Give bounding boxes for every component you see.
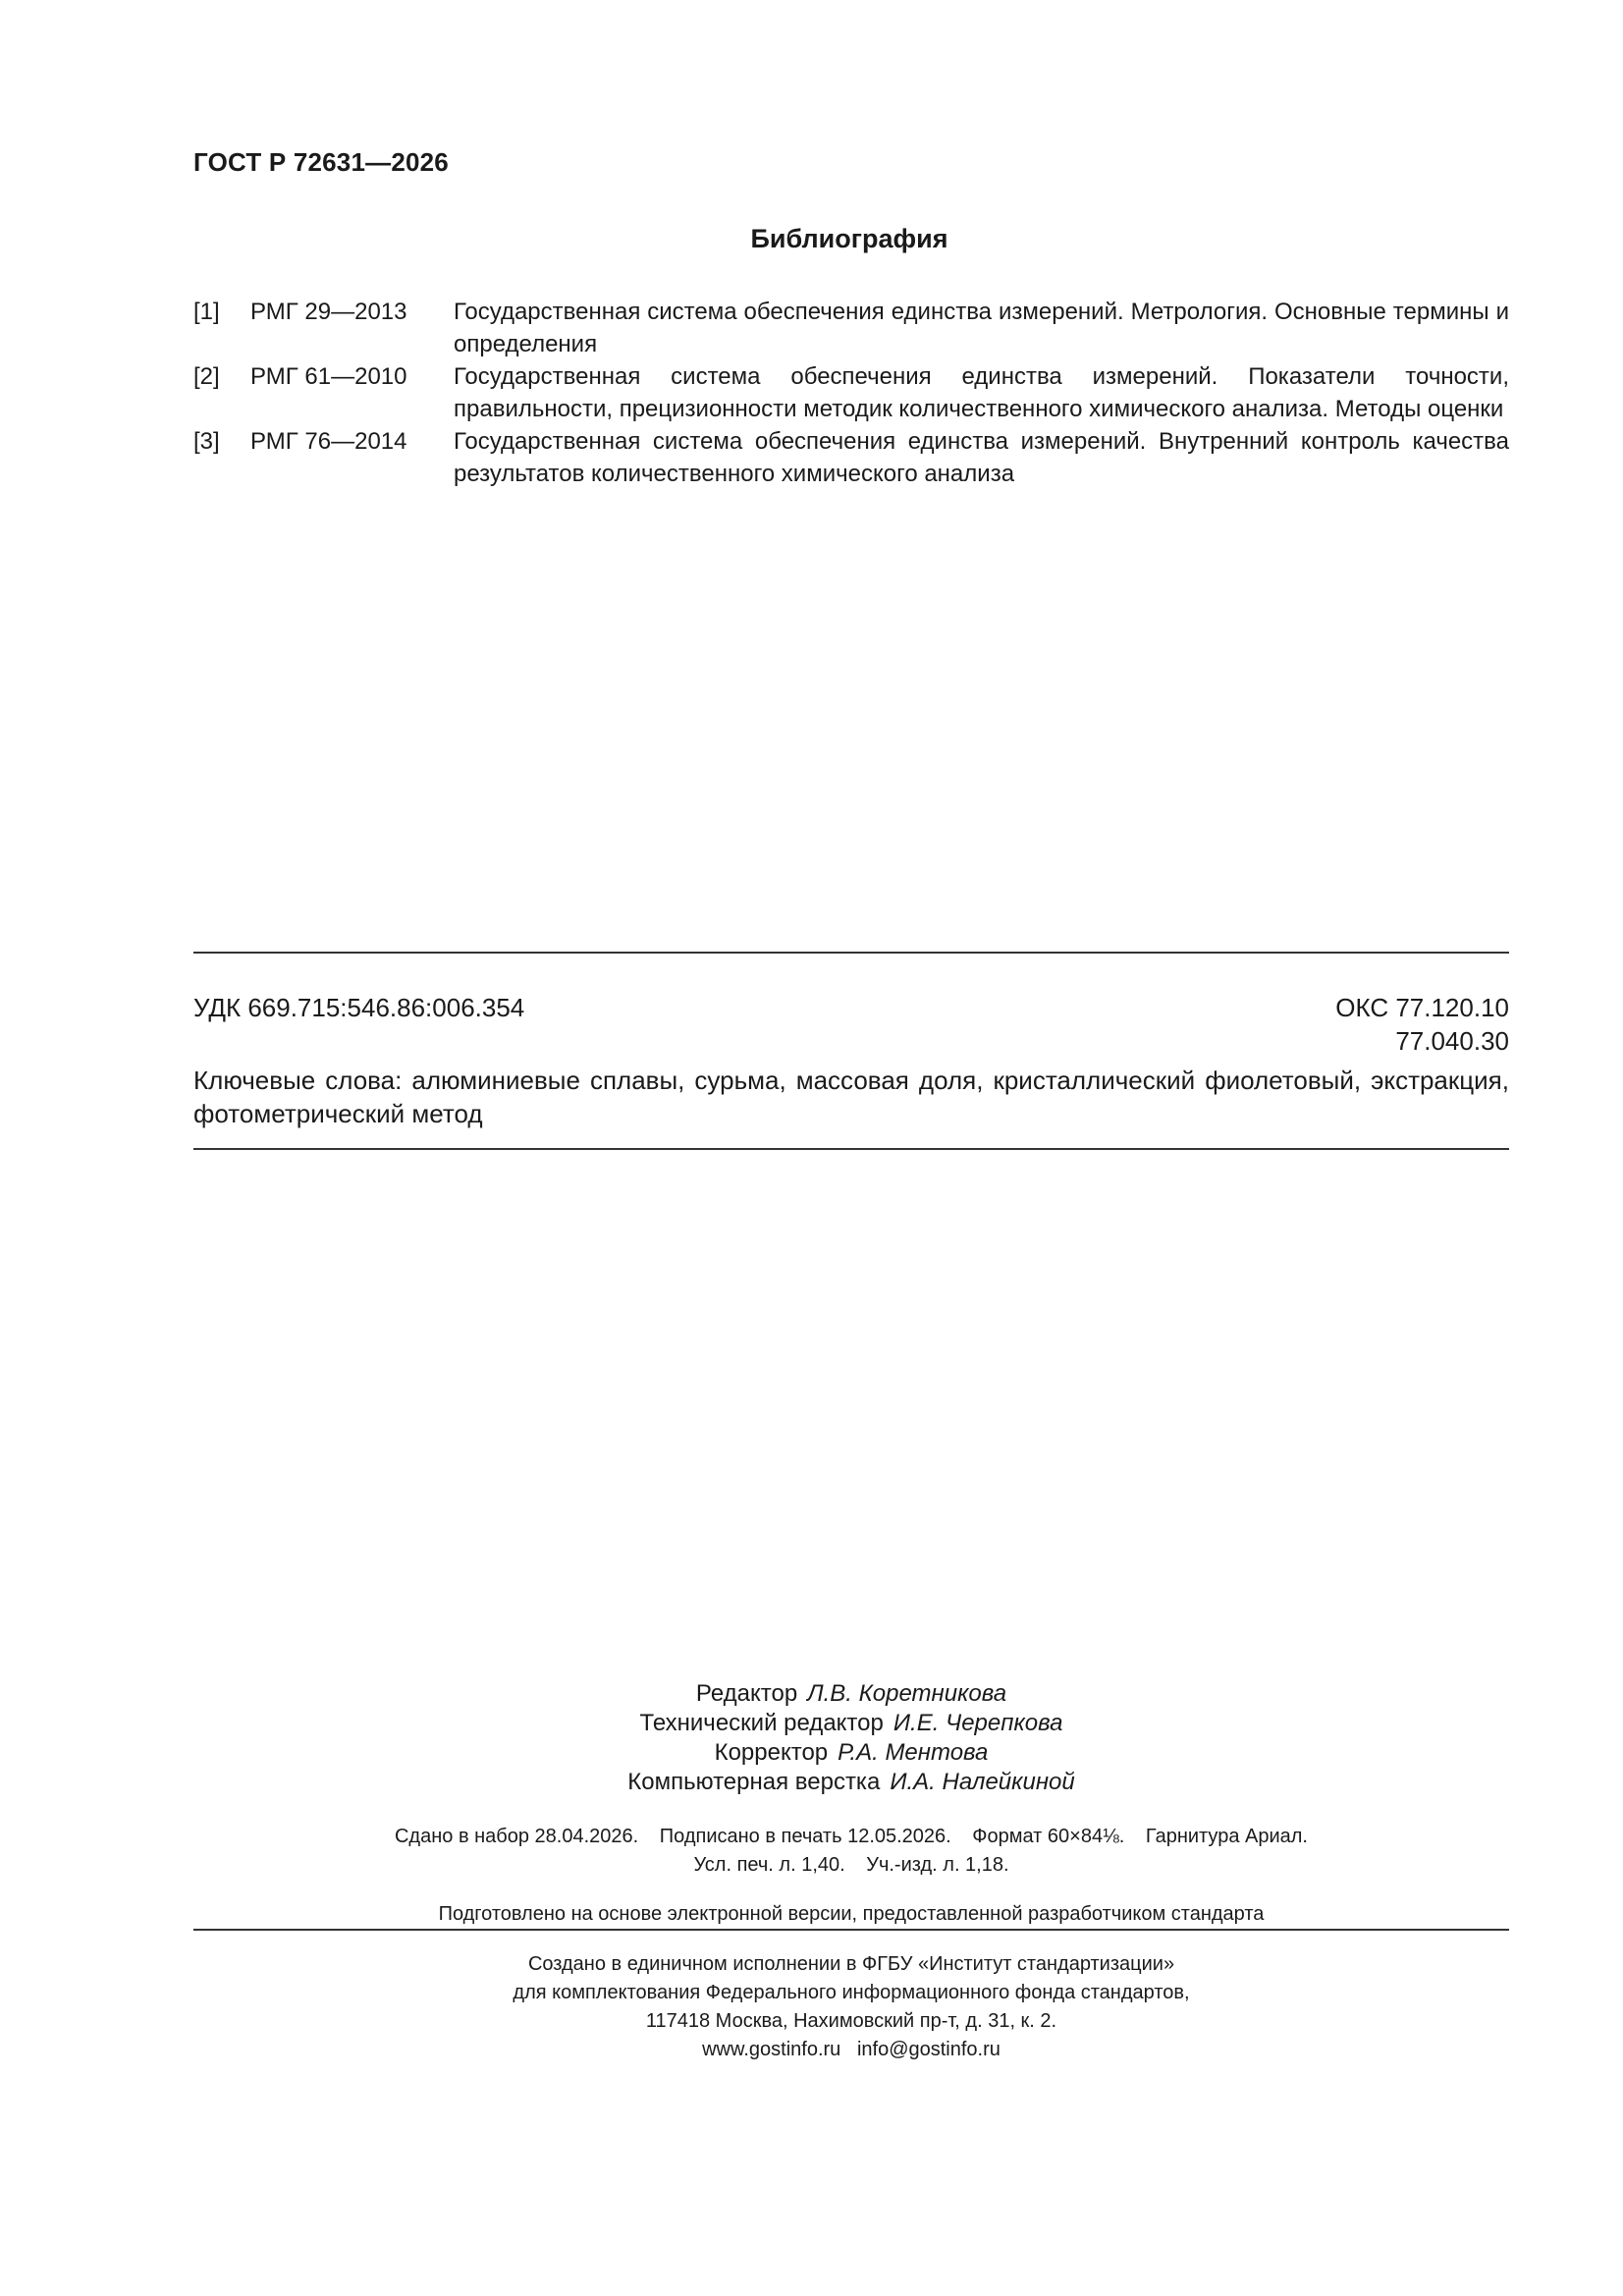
document-code: ГОСТ Р 72631—2026 (193, 147, 449, 177)
print-submitted: Сдано в набор 28.04.2026. (394, 1826, 639, 1847)
udk-code: УДК 669.715:546.86:006.354 (193, 993, 525, 1022)
print-signed: Подписано в печать 12.05.2026. (659, 1826, 951, 1847)
credit-name: И.А. Налейкиной (890, 1769, 1075, 1795)
credit-corrector (193, 1738, 1509, 1768)
print-uch: Уч.-изд. л. 1,18. (866, 1854, 1009, 1876)
bibliography-item-number: [2] (193, 363, 220, 390)
bibliography-item-text: Государственная система обеспечения единства измерений. Показатели точности, правильности, прецизионности методик количественного химического анализа. Методы оценки (454, 363, 1509, 422)
prepared-note: Подготовлено на основе электронной версии, предоставленной разработчиком стандарта (438, 1903, 1265, 1925)
credit-layout (193, 1768, 1509, 1797)
bibliography-item (193, 296, 1509, 360)
credit-editor (193, 1679, 1509, 1709)
divider-top (193, 952, 1509, 954)
credit-name: Р.А. Ментова (838, 1739, 989, 1766)
print-info (193, 1823, 1509, 1880)
print-usl: Усл. печ. л. 1,40. (693, 1854, 845, 1876)
credit-role: Технический редактор (639, 1710, 884, 1736)
print-format: Формат 60×84⅛. (972, 1826, 1125, 1847)
bibliography-item-number: [3] (193, 428, 220, 455)
credit-role: Компьютерная верстка (627, 1769, 881, 1795)
classification-row (193, 991, 1509, 1058)
bibliography-title: Библиография (750, 224, 948, 253)
footer-line-2: для комплектования Федерального информационного фонда стандартов, (513, 1982, 1190, 2003)
print-info-line-2 (193, 1851, 1509, 1880)
bibliography-item (193, 360, 1509, 425)
credit-tech-editor (193, 1709, 1509, 1738)
bibliography-item-code: РМГ 61—2010 (250, 363, 407, 390)
footer-address: 117418 Москва, Нахимовский пр-т, д. 31, к. 2. (645, 2010, 1057, 2032)
divider-bottom (193, 1148, 1509, 1150)
print-font: Гарнитура Ариал. (1145, 1826, 1308, 1847)
credit-name: И.Е. Черепкова (893, 1710, 1063, 1736)
bibliography-list (193, 296, 1509, 490)
bibliography-item-text: Государственная система обеспечения единства измерений. Внутренний контроль качества результатов количественного химического анализа (454, 428, 1509, 487)
bibliography-item-code: РМГ 29—2013 (250, 299, 407, 325)
oks-code-1: ОКС 77.120.10 (1335, 993, 1509, 1022)
bibliography-item-text: Государственная система обеспечения единства измерений. Метрология. Основные термины и определения (454, 299, 1509, 357)
footer-website-link[interactable]: www.gostinfo.ru (702, 2039, 841, 2060)
oks-code-2: 77.040.30 (1395, 1026, 1509, 1056)
footer-line-1: Создано в единичном исполнении в ФГБУ «Институт стандартизации» (527, 1953, 1175, 1975)
credit-role: Редактор (695, 1680, 798, 1707)
bibliography-item-number: [1] (193, 299, 220, 325)
publisher-footer (193, 1950, 1509, 2064)
footer-email-link[interactable]: info@gostinfo.ru (856, 2039, 1001, 2060)
credits-block (193, 1679, 1509, 1797)
print-info-line-1 (193, 1823, 1509, 1851)
credit-name: Л.В. Коретникова (807, 1680, 1007, 1707)
divider-footer (193, 1929, 1509, 1931)
oks-codes (1335, 991, 1509, 1058)
credit-role: Корректор (714, 1739, 829, 1766)
keywords: Ключевые слова: алюминиевые сплавы, сурьма, массовая доля, кристаллический фиолетовый, экстракция, фотометрический метод (193, 1066, 1509, 1128)
bibliography-item (193, 425, 1509, 490)
footer-contacts (193, 2036, 1509, 2064)
bibliography-item-code: РМГ 76—2014 (250, 428, 407, 455)
